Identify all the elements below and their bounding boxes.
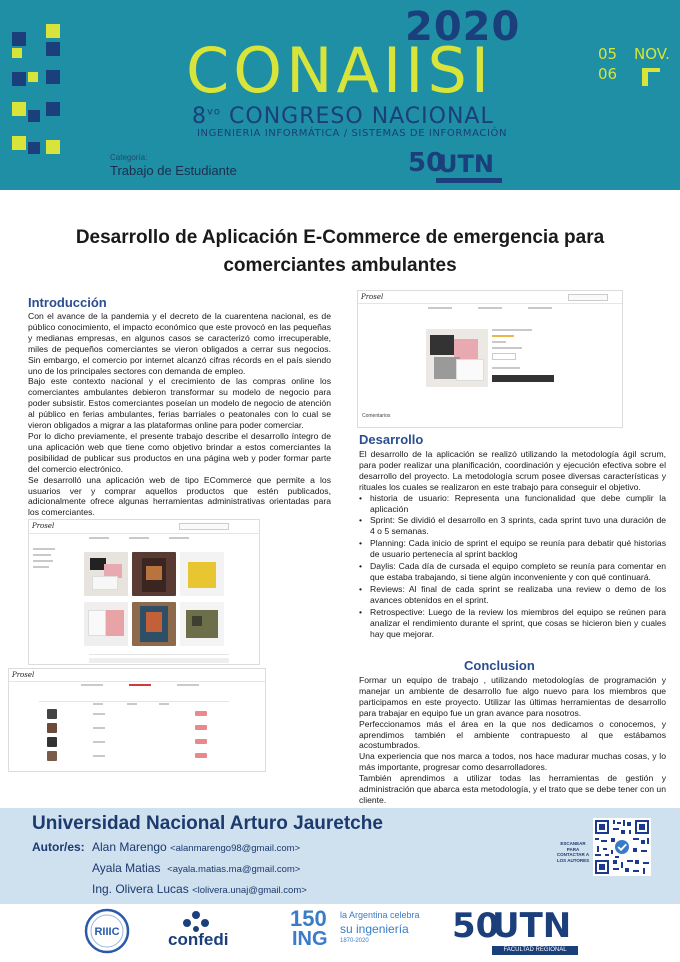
scrum-item: • Retrospective: Luego de la review los miembros del equipo se reúnen para analizar el rendimiento durante el sprint, que cosas se hicieron bien y cuales hay que mejorar. (359, 607, 666, 640)
author-2: Ayala Matias <ayala.matias.ma@gmail.com> (92, 861, 301, 875)
decor-square (28, 142, 40, 154)
date-month: NOV. (634, 45, 670, 63)
category-value: Trabajo de Estudiante (110, 163, 237, 178)
product-thumb (132, 552, 176, 596)
scrum-item: • Sprint: Se dividió el desarrollo en 3 sprints, cada sprint tuvo una duración de 4 o 5 semanas. (359, 515, 666, 537)
shop-search (179, 523, 229, 530)
qr-caption: ESCANEAR PARA CONTACTAR A LOS AUTORES (556, 841, 590, 863)
desarrollo-text: El desarrollo de la aplicación se realizó utilizando la metodología ágil scrum, para poder realizar una planificación, coordinación y ejecución efectiva sobre el desarrollo del proyecto. La metodología scrum posee diversas características y rituales los cuales se realizaron en este trabajo para conseguir el objetivo. • historia de usuario: Representa una funcionalidad que debe cumplir la aplicación • Sprint: Se dividió el desarrollo en 3 sprints, cada sprint tuvo una duración de 4 o 5 semanas. • Planning: Cada inicio de sprint el equipo se reunía para debatir qué historias de usuario pertenecía al sprint backlog • Daylis: Cada día de cursada el equipo completo se reunía para comentar en que estaba trabajando, si tiene algún inconveniente y con qué continuará. • Reviews: Al final de cada sprint se realizaba una review o demo de los avances obtenidos en el sprint. • Retrospective: Luego de la review los miembros del equipo se reúnen para analizar el rendimiento durante el sprint, que cosas se hicieron bien y cuales hay que mejorar. (359, 449, 666, 640)
congress-brand: CONAIISI (186, 34, 494, 107)
authors-label: Autor/es: (32, 840, 85, 854)
shop-logo: Prosel (361, 293, 384, 301)
qr-code[interactable] (593, 818, 651, 876)
product-thumb (180, 552, 224, 596)
product-thumb (132, 602, 176, 646)
conclusion-heading: Conclusion (464, 658, 535, 673)
scrum-item: • Planning: Cada inicio de sprint el equipo se reunía para debatir qué historias de usuario pertenecía al sprint backlog (359, 538, 666, 560)
utn-footer-text: UTN (492, 906, 572, 946)
author-1: Alan Marengo <alanmarengo98@gmail.com> (92, 840, 301, 854)
decor-square (12, 32, 26, 46)
university-name: Universidad Nacional Arturo Jauretche (32, 813, 383, 834)
ing-150-logo (290, 906, 420, 958)
category-label: Categoría: (110, 153, 148, 162)
decor-square (46, 70, 60, 84)
product-thumb (180, 602, 224, 646)
decor-square (46, 140, 60, 154)
introduccion-heading: Introducción (28, 295, 107, 310)
arrow-icon (640, 66, 662, 88)
riiic-logo (84, 908, 130, 954)
decor-square (12, 136, 26, 150)
decor-square (12, 48, 22, 58)
decor-square (46, 42, 60, 56)
scrum-item: • Reviews: Al final de cada sprint se realizaba una review o demo de los avances obtenidos en el sprint. (359, 584, 666, 606)
confedi-text: confedi (168, 930, 229, 949)
shop-logo: Prosel (32, 522, 55, 530)
utn-logo-header: 50 UTN (408, 150, 504, 184)
utn-footer-band: FACULTAD REGIONAL (492, 946, 578, 955)
congress-year: 2020 (405, 4, 521, 50)
product-thumb (84, 552, 128, 596)
introduccion-text: Con el avance de la pandemia y el decreto de la cuarentena nacional, es de público conocimiento, el impacto económico que este provocó en las pequeñas y medianas empresas, en algunos casos se caracterizó como irrecuperable, miles de pequeños comerciantes se vieron obligados a cerrar sus negocios. Sin embargo, el comercio por internet alcanzó cifras récords en el país siendo uno de los principales sectores con demanda de empleo. Bajo este contexto nacional y el crecimiento de las compras online los comerciantes ambulantes debieron transformar su modelo de negocio para poder subsistir. Estos comerciantes poseían un modelo de negocio de atención al público en ferias ambulantes, ferias barriales o peatonales con lo cual se vieron obligados a migrar a las plataformas online para poder comerciar. Por lo dicho previamente, el presente trabajo describe el desarrollo íntegro de una aplicación web que tiene como objetivo brindar a estos comerciantes la posibilidad de publicar sus productos en una página web y poder formar parte del comercio electrónico. Se desarrolló una aplicación web de tipo ECommerce que permite a los usuarios ver y comprar aquellos productos que estén publicados, adicionalmente ofrece algunas herramientas administrativas orientadas para los comerciantes. (28, 311, 331, 518)
ing-150-years: 1870-2020 (340, 938, 369, 944)
scrum-item: • historia de usuario: Representa una funcionalidad que debe cumplir la aplicación (359, 493, 666, 515)
decor-square (46, 24, 60, 38)
decor-square (28, 72, 38, 82)
decor-square (28, 110, 40, 122)
poster-title: Desarrollo de Aplicación E-Commerce de emergencia para comerciantes ambulantes (75, 227, 605, 276)
utn-footer-number: 50 (452, 906, 500, 946)
scrum-item: • Daylis: Cada día de cursada el equipo completo se reunía para comentar en que estaba trabajando, si tiene algún inconveniente y con qué continuará. (359, 561, 666, 583)
edition-title: $8^{vo}$ CONGRESO NACIONAL (192, 104, 494, 129)
ing-150-label: ING (292, 928, 328, 950)
admin-screenshot (8, 668, 266, 772)
add-to-cart-button (492, 375, 554, 382)
ing-150-line2: su ingeniería (340, 922, 409, 936)
conclusion-text: Formar un equipo de trabajo , utilizando metodologías de programación y manejar un ambiente de desarrollo fue algo nuevo para los miembros que participamos en este proyecto. Utilizar las últimas herramientas de desarrollo para trabajar en equipo fue un gran avance para nosotros. Perfeccionamos más el área en la que nos dedicamos o conocemos, y aprendimos también el ambiente contrapuesto al que estábamos acostumbrados. Una experiencia que nos marca a todos, nos hace madurar muchas cosas, y lo más importante, progresar como desarrolladores. También aprendimos a utilizar todas las herramientas de gestión y administración que abarca esta metodología, y el trato que se debe tener con un cliente. (359, 675, 666, 805)
riiic-text: RIIIC (94, 926, 120, 938)
decor-square (12, 72, 26, 86)
ing-150-line1: la Argentina celebra (340, 910, 420, 920)
confedi-icon (182, 910, 210, 932)
decor-square (12, 102, 26, 116)
utn-logo-footer (452, 908, 582, 958)
product-detail-screenshot (357, 290, 623, 428)
product-image (426, 329, 488, 387)
shop-search (568, 294, 608, 301)
desarrollo-heading: Desarrollo (359, 432, 424, 447)
ing-150-number: 150 (290, 906, 327, 931)
decor-square (46, 102, 60, 116)
catalog-screenshot (28, 519, 260, 665)
date-day-1: 05 (598, 45, 618, 63)
date-day-2: 06 (598, 65, 618, 83)
congress-dates (598, 44, 670, 84)
scrum-list (359, 493, 666, 640)
comments-label: Comentarios (362, 413, 391, 419)
sponsor-logos (0, 904, 680, 962)
author-3: Ing. Olivera Lucas <lolivera.unaj@gmail.com> (92, 882, 307, 896)
product-thumb (84, 602, 128, 646)
shop-logo: Prosel (12, 671, 35, 679)
edition-subtitle: INGENIERIA INFORMÁTICA / SISTEMAS DE INFORMACIÓN (197, 128, 508, 139)
confedi-logo (164, 910, 236, 956)
header-banner (0, 0, 680, 190)
